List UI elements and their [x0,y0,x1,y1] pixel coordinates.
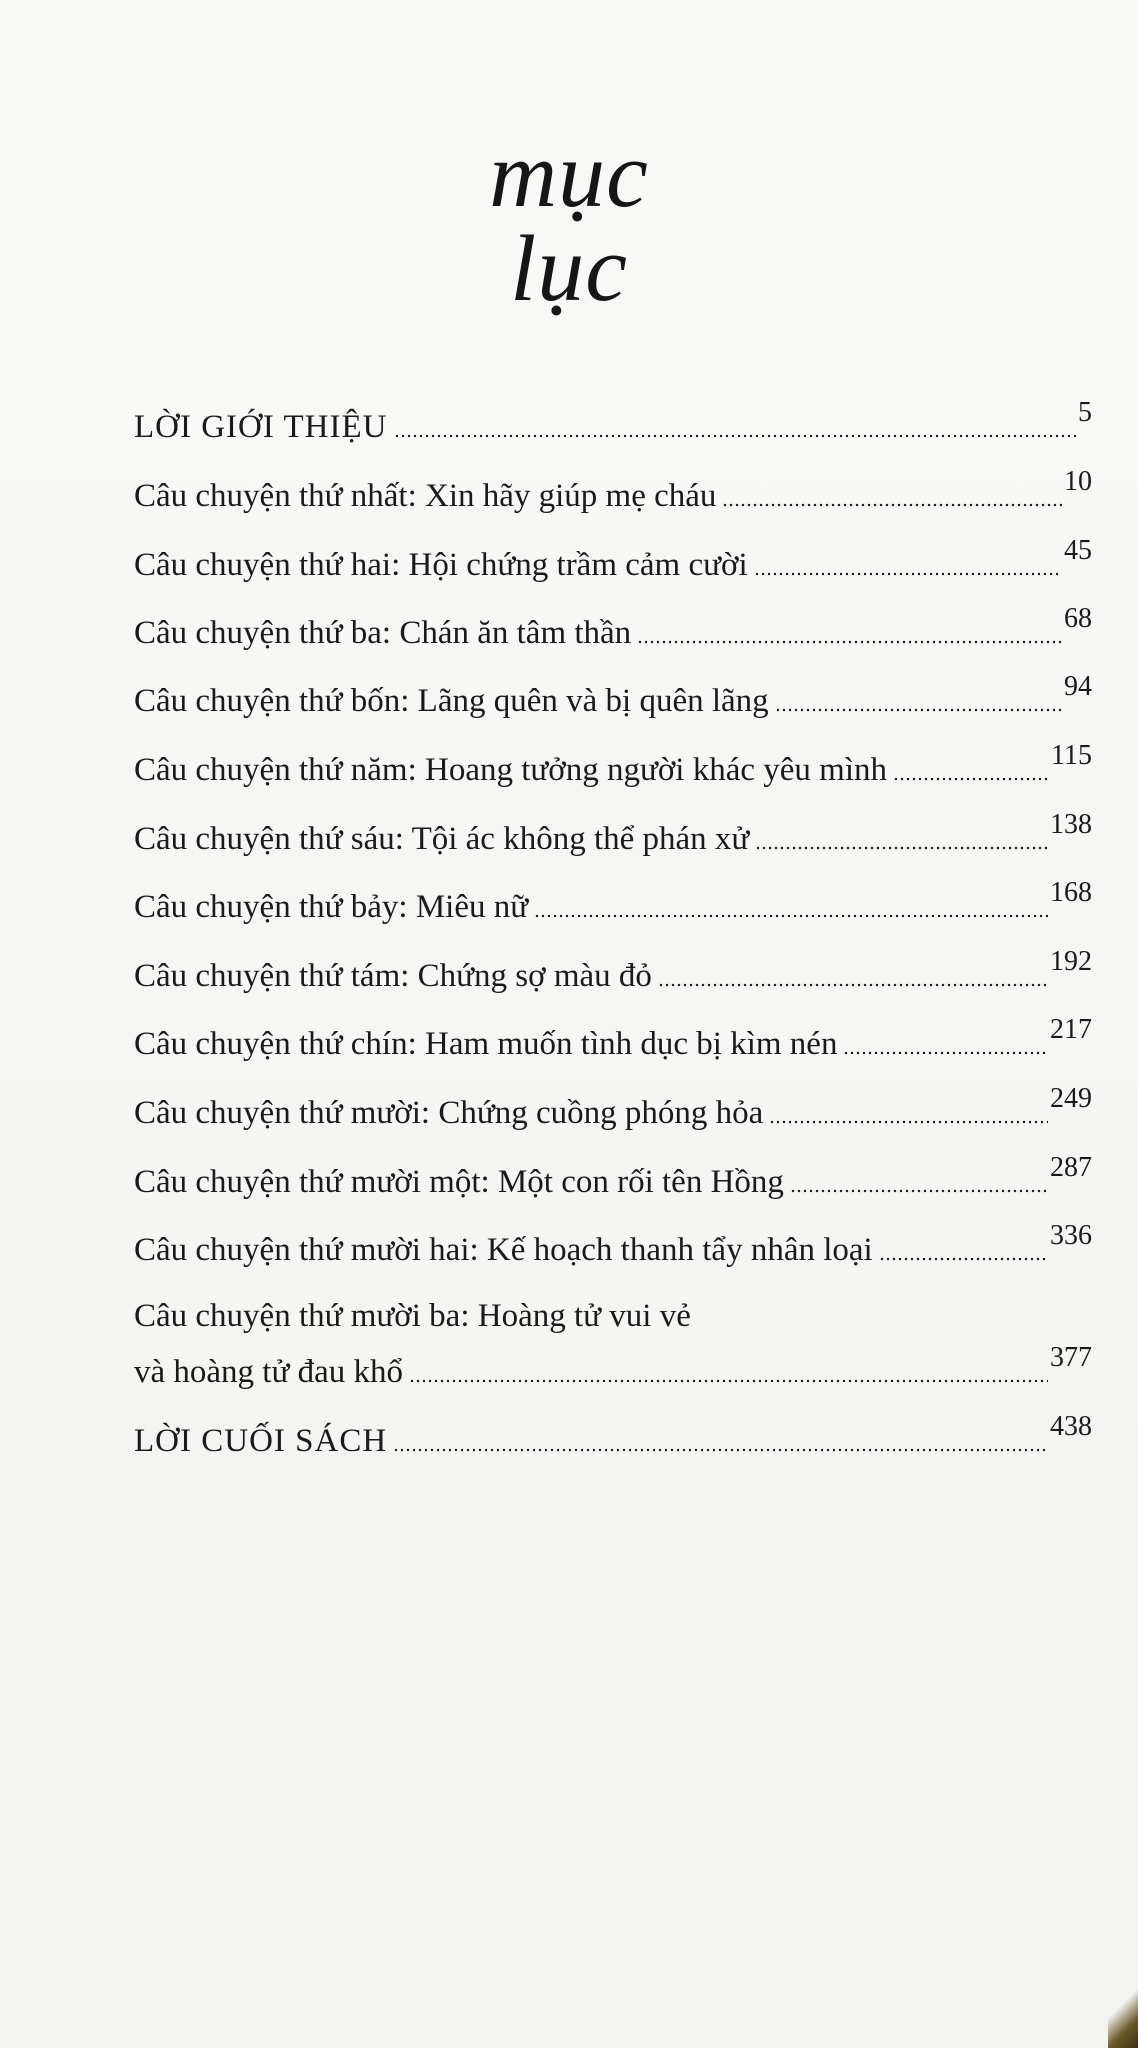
dot-leader [534,914,1048,918]
dot-leader [409,1379,1048,1383]
dot-leader [843,1051,1048,1055]
toc-entry-label: Câu chuyện thứ bảy: Miêu nữ [134,889,529,925]
page-title-line-2: lục [510,217,628,321]
toc-page-number: 168 [1050,877,1092,908]
dot-leader [394,434,1077,438]
dot-leader [879,1257,1048,1261]
toc-page-number: 94 [1064,671,1092,702]
toc-entry [134,740,1092,790]
dot-leader [755,846,1048,850]
toc-page-number: 249 [1050,1083,1092,1114]
toc-page-number: 45 [1064,535,1092,566]
toc-page-number: 5 [1078,397,1092,428]
toc-entry-label: LỜI GIỚI THIỆU [134,409,388,445]
dot-leader [637,640,1062,644]
toc-entry-label: Câu chuyện thứ mười ba: Hoàng tử vui vẻ [134,1298,691,1334]
toc-entry [134,466,1092,516]
toc-entry-label: Câu chuyện thứ mười hai: Kế hoạch thanh tẩy nhân loại [134,1232,873,1268]
page-title-line-1: mục [489,123,649,227]
toc-page-number: 217 [1050,1014,1092,1045]
toc-entry [134,535,1092,585]
toc-entry-label: Câu chuyện thứ tám: Chứng sợ màu đỏ [134,958,652,994]
toc-page-number: 10 [1064,466,1092,497]
toc-entry [134,1220,1092,1270]
dot-leader [893,777,1049,781]
toc-page-number: 377 [1050,1342,1092,1373]
toc-entry [134,946,1092,996]
toc-entry-first-line [134,1296,1092,1340]
dot-leader [769,1120,1048,1124]
toc-entry [134,397,1092,447]
toc-entry [134,877,1092,927]
toc-entry-label: Câu chuyện thứ ba: Chán ăn tâm thần [134,615,632,651]
toc-entry-label: Câu chuyện thứ bốn: Lãng quên và bị quên lãng [134,683,769,719]
toc-entry-label: Câu chuyện thứ nhất: Xin hãy giúp mẹ cháu [134,478,717,514]
dot-leader [754,572,1062,576]
toc-entry-label: Câu chuyện thứ hai: Hội chứng trầm cảm cười [134,547,748,583]
toc-page-number: 438 [1050,1411,1092,1442]
toc-entry-label: Câu chuyện thứ năm: Hoang tưởng người khác yêu mình [134,752,888,788]
toc-page-number: 138 [1050,809,1092,840]
toc-entry-label: LỜI CUỐI SÁCH [134,1423,388,1459]
toc-entry [134,1342,1092,1392]
toc-page-number: 115 [1051,740,1092,771]
toc-page-number: 287 [1050,1152,1092,1183]
dot-leader [790,1189,1048,1193]
toc-entry-label: Câu chuyện thứ mười: Chứng cuồng phóng hỏa [134,1095,764,1131]
page-corner-shadow [1108,1978,1138,2048]
dot-leader [393,1448,1048,1452]
toc-page-number: 68 [1064,603,1092,634]
toc-page-number: 192 [1050,946,1092,977]
dot-leader [775,708,1062,712]
toc-entry-label: Câu chuyện thứ mười một: Một con rối tên Hồng [134,1164,784,1200]
toc-entry [134,671,1092,721]
toc-entry-label: Câu chuyện thứ chín: Ham muốn tình dục bị kìm nén [134,1026,838,1062]
dot-leader [722,503,1062,507]
toc-entry [134,809,1092,859]
toc-entry [134,1411,1092,1461]
toc-entry-label: Câu chuyện thứ sáu: Tội ác không thể phán xử [134,821,750,857]
toc-entry [134,1083,1092,1133]
toc-entry [134,1014,1092,1064]
toc-entry [134,1152,1092,1202]
toc-page-number: 336 [1050,1220,1092,1251]
dot-leader [658,983,1048,987]
toc-entry [134,603,1092,653]
toc-entry-label-continued: và hoàng tử đau khổ [134,1354,403,1390]
